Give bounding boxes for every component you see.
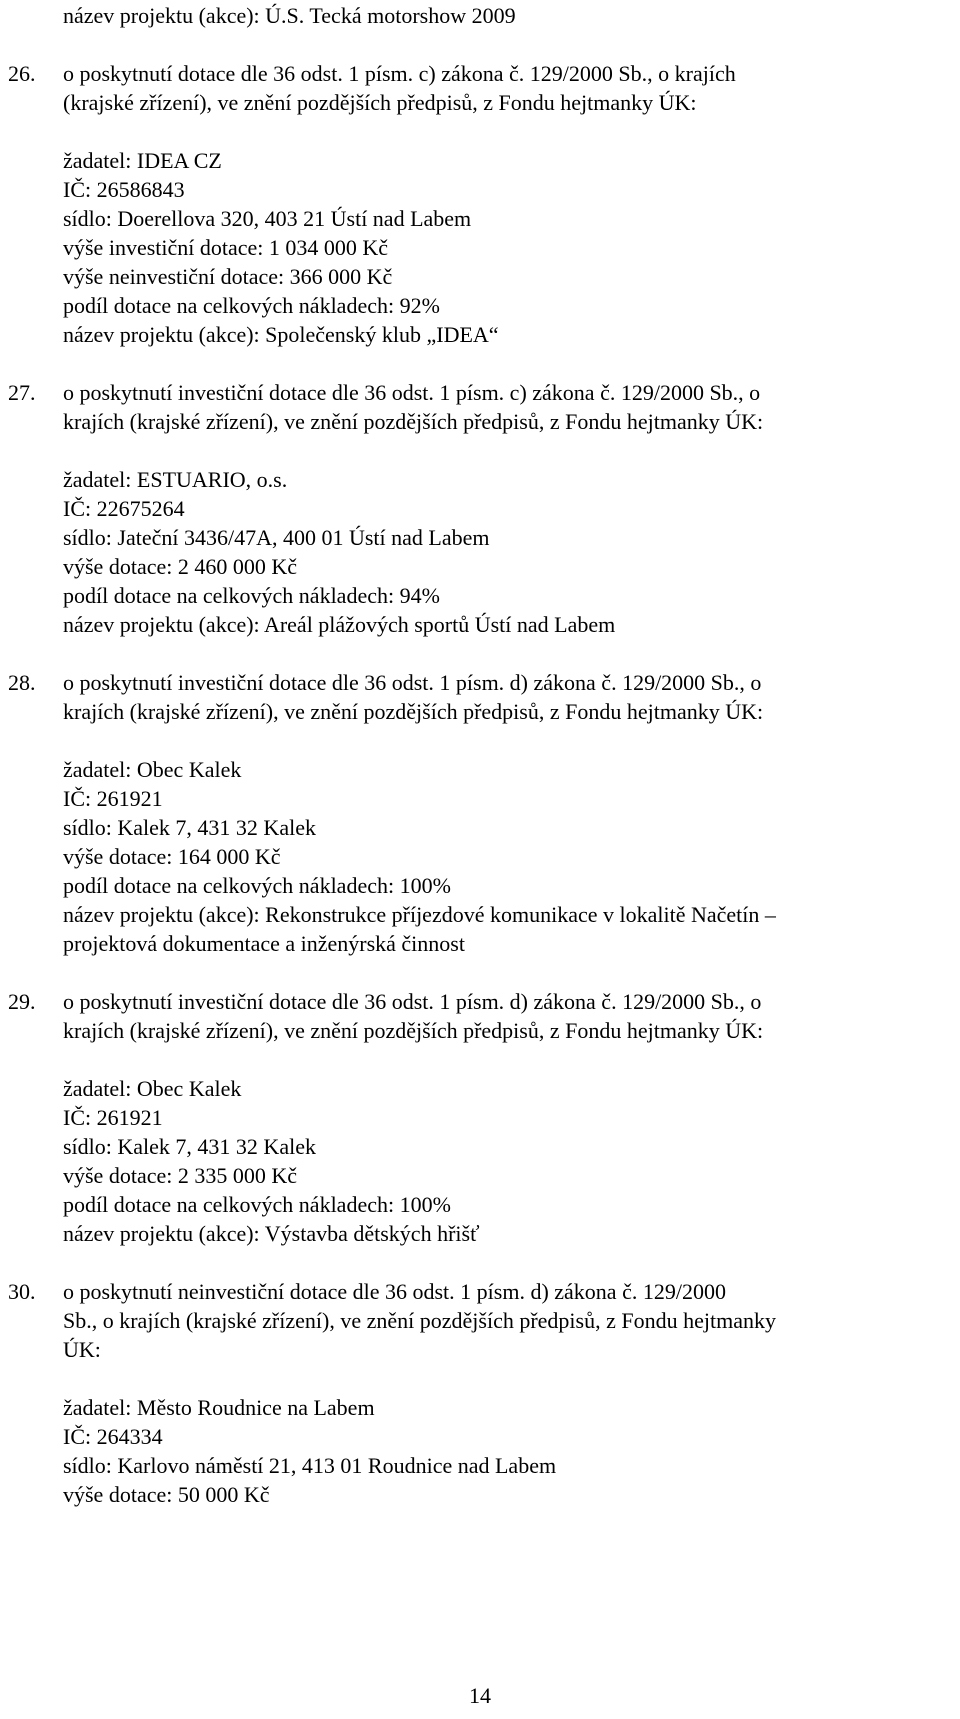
cost-share: podíl dotace na celkových nákladech: 100% <box>63 873 451 898</box>
item-heading-line: Sb., o krajích (krajské zřízení), ve znění pozdějších předpisů, z Fondu hejtmanky <box>63 1308 776 1333</box>
project-name: název projektu (akce): Výstavba dětských hřišť <box>63 1221 480 1246</box>
item-heading-line: o poskytnutí neinvestiční dotace dle 36 odst. 1 písm. d) zákona č. 129/2000 <box>63 1279 726 1304</box>
grant-amount: výše dotace: 164 000 Kč <box>63 844 281 869</box>
item-heading-line: o poskytnutí investiční dotace dle 36 odst. 1 písm. d) zákona č. 129/2000 Sb., o <box>63 989 762 1014</box>
investment-amount: výše investiční dotace: 1 034 000 Kč <box>63 235 389 260</box>
item-heading-line: (krajské zřízení), ve znění pozdějších předpisů, z Fondu hejtmanky ÚK: <box>63 90 697 115</box>
page-number: 14 <box>469 1683 491 1708</box>
prev-item-project-name: název projektu (akce): Ú.S. Tecká motorshow 2009 <box>63 3 516 28</box>
project-name-continued: projektová dokumentace a inženýrská činnost <box>63 931 465 956</box>
item-heading-line: o poskytnutí dotace dle 36 odst. 1 písm. c) zákona č. 129/2000 Sb., o krajích <box>63 61 736 86</box>
cost-share: podíl dotace na celkových nákladech: 94% <box>63 583 440 608</box>
company-id: IČ: 261921 <box>63 786 163 811</box>
address: sídlo: Jateční 3436/47A, 400 01 Ústí nad Labem <box>63 525 490 550</box>
item-heading-line: krajích (krajské zřízení), ve znění pozdějších předpisů, z Fondu hejtmanky ÚK: <box>63 1018 764 1043</box>
non-investment-amount: výše neinvestiční dotace: 366 000 Kč <box>63 264 393 289</box>
grant-amount: výše dotace: 50 000 Kč <box>63 1482 270 1507</box>
item-number: 30. <box>8 1279 36 1304</box>
company-id: IČ: 261921 <box>63 1105 163 1130</box>
project-name: název projektu (akce): Areál plážových sportů Ústí nad Labem <box>63 612 616 637</box>
item-number: 29. <box>8 989 36 1014</box>
item-heading-line: o poskytnutí investiční dotace dle 36 odst. 1 písm. d) zákona č. 129/2000 Sb., o <box>63 670 762 695</box>
project-name: název projektu (akce): Rekonstrukce příjezdové komunikace v lokalitě Načetín – <box>63 902 776 927</box>
item-number: 26. <box>8 61 36 86</box>
address: sídlo: Kalek 7, 431 32 Kalek <box>63 1134 316 1159</box>
cost-share: podíl dotace na celkových nákladech: 100% <box>63 1192 451 1217</box>
company-id: IČ: 26586843 <box>63 177 185 202</box>
address: sídlo: Karlovo náměstí 21, 413 01 Roudnice nad Labem <box>63 1453 557 1478</box>
item-heading-line: o poskytnutí investiční dotace dle 36 odst. 1 písm. c) zákona č. 129/2000 Sb., o <box>63 380 761 405</box>
applicant: žadatel: Obec Kalek <box>63 757 242 782</box>
cost-share: podíl dotace na celkových nákladech: 92% <box>63 293 440 318</box>
applicant: žadatel: IDEA CZ <box>63 148 222 173</box>
grant-amount: výše dotace: 2 335 000 Kč <box>63 1163 297 1188</box>
applicant: žadatel: Město Roudnice na Labem <box>63 1395 375 1420</box>
item-heading-line: krajích (krajské zřízení), ve znění pozdějších předpisů, z Fondu hejtmanky ÚK: <box>63 699 764 724</box>
company-id: IČ: 22675264 <box>63 496 185 521</box>
grant-amount: výše dotace: 2 460 000 Kč <box>63 554 297 579</box>
project-name: název projektu (akce): Společenský klub „IDEA“ <box>63 322 499 347</box>
item-number: 27. <box>8 380 36 405</box>
applicant: žadatel: ESTUARIO, o.s. <box>63 467 288 492</box>
address: sídlo: Kalek 7, 431 32 Kalek <box>63 815 316 840</box>
item-heading-line: ÚK: <box>63 1337 101 1362</box>
applicant: žadatel: Obec Kalek <box>63 1076 242 1101</box>
company-id: IČ: 264334 <box>63 1424 163 1449</box>
item-heading-line: krajích (krajské zřízení), ve znění pozdějších předpisů, z Fondu hejtmanky ÚK: <box>63 409 764 434</box>
item-number: 28. <box>8 670 36 695</box>
address: sídlo: Doerellova 320, 403 21 Ústí nad Labem <box>63 206 472 231</box>
